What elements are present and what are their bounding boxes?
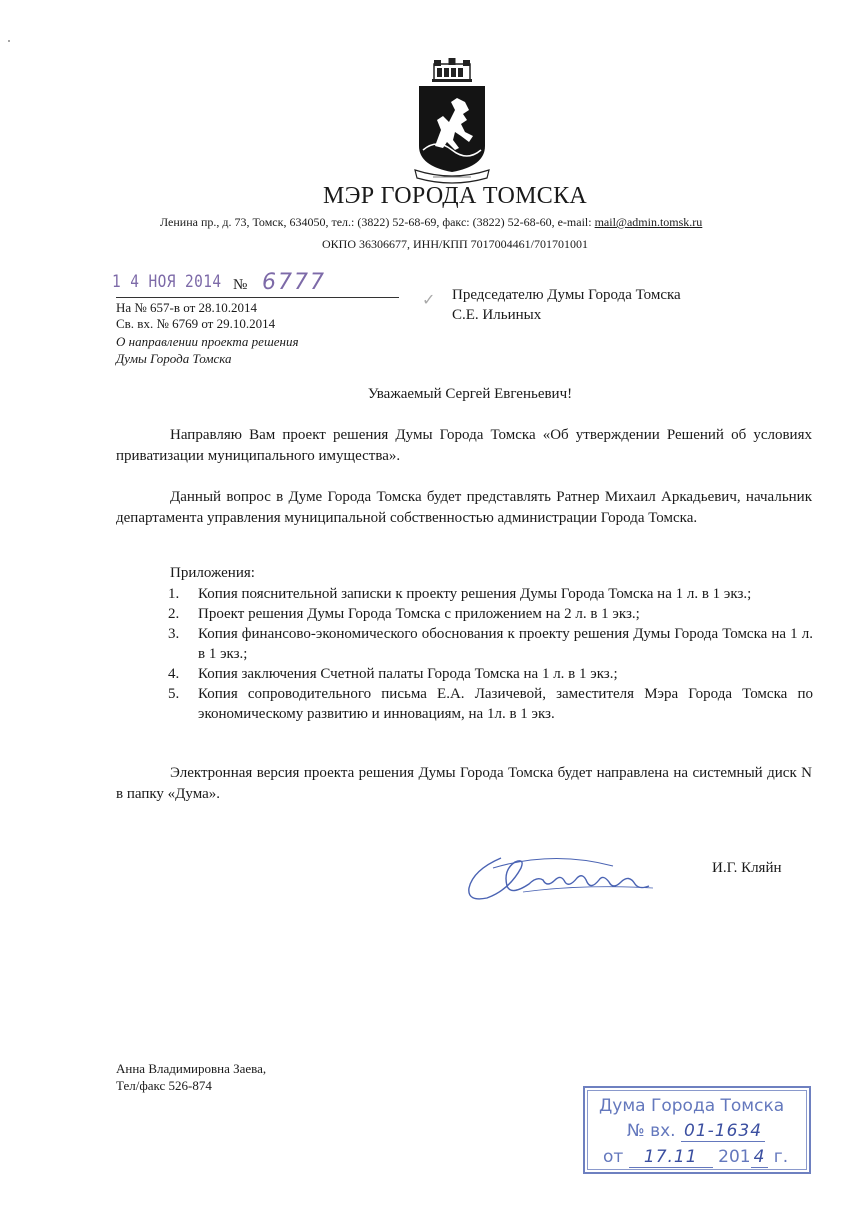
attachment-text: Копия пояснительной записки к проекту решения Думы Города Томска на 1 л. в 1 экз.; — [198, 586, 752, 602]
incoming-registration-stamp — [583, 1086, 811, 1174]
handwritten-signature — [463, 840, 663, 910]
attachment-number: 2. — [168, 606, 180, 622]
stamp-year-digit: 4 — [751, 1147, 769, 1168]
attachments-title: Приложения: — [170, 565, 255, 581]
registration-underline — [116, 297, 399, 298]
attachment-text: Копия заключения Счетной палаты Города Томска на 1 л. в 1 экз.; — [198, 666, 618, 682]
stamp-number-value: 01-1634 — [681, 1121, 765, 1142]
attachment-text: Копия сопроводительного письма Е.А. Лазичевой, заместителя Мэра Города Томска по экономическому развитию и инновациям, на 1л. в 1 экз. — [198, 686, 813, 722]
body-paragraph-2: Данный вопрос в Думе Города Томска будет представлять Ратнер Михаил Аркадьевич, начальник департамента управления муниципальной собственностью администрации Города Томска. — [116, 489, 812, 526]
letterhead-address: Ленина пр., д. 73, Томск, 634050, тел.: (3822) 52-68-69, факс: (3822) 52-68-60, e-mail: — [160, 215, 595, 229]
scan-speck — [8, 40, 10, 42]
stamp-date-label: от — [603, 1147, 629, 1167]
executor-phone: Тел/факс 526-874 — [116, 1078, 212, 1093]
tomsk-coat-of-arms-icon — [413, 58, 491, 184]
list-item — [168, 584, 813, 604]
body-paragraph-3: Электронная версия проекта решения Думы Города Томска будет направлена на системный диск N в папку «Дума». — [116, 765, 812, 802]
attachment-text: Копия финансово-экономического обоснования к проекту решения Думы Города Томска на 1 л. в 1 экз.; — [198, 626, 813, 662]
subject-line-2: Думы Города Томска — [116, 351, 232, 366]
attachments-list — [168, 584, 813, 724]
executor-name: Анна Владимировна Заева, — [116, 1061, 267, 1076]
list-item — [168, 624, 813, 664]
subject-line-1: О направлении проекта решения — [116, 334, 299, 349]
body-paragraph-1: Направляю Вам проект решения Думы Города Томска «Об утверждении Решений об условиях приватизации муниципального имущества». — [116, 427, 812, 464]
checkmark-icon: ✓ — [422, 290, 436, 309]
attachment-number: 5. — [168, 686, 180, 702]
stamp-number-row — [627, 1121, 765, 1142]
outgoing-number: 6777 — [262, 270, 326, 295]
letterhead-okpo: ОКПО 36306677, ИНН/КПП 7017004461/701701001 — [321, 237, 588, 251]
list-item — [168, 664, 813, 684]
letterhead-title: МЭР ГОРОДА ТОМСКА — [322, 183, 588, 209]
stamp-year-suffix: г. — [768, 1147, 789, 1167]
letterhead-contacts — [160, 215, 702, 230]
addressee-position: Председателю Думы Города Томска — [452, 287, 681, 303]
addressee-name: С.Е. Ильиных — [452, 307, 542, 323]
attachment-number: 4. — [168, 666, 180, 682]
outgoing-date-stamp: 1 4 НОЯ 2014 — [112, 272, 222, 292]
reference-registered: Св. вх. № 6769 от 29.10.2014 — [116, 316, 276, 331]
stamp-year-prefix: 201 — [712, 1147, 751, 1167]
stamp-number-label: № вх. — [627, 1121, 681, 1141]
attachment-number: 1. — [168, 586, 180, 602]
list-item — [168, 684, 813, 724]
attachment-number: 3. — [168, 626, 180, 642]
salutation: Уважаемый Сергей Евгеньевич! — [367, 386, 573, 402]
list-item — [168, 604, 813, 624]
signer-name: И.Г. Кляйн — [712, 860, 782, 876]
stamp-date-row — [603, 1147, 788, 1168]
outgoing-number-sign: № — [233, 277, 248, 293]
letterhead-email-link[interactable]: mail@admin.tomsk.ru — [594, 215, 703, 229]
stamp-org-name: Дума Города Томска — [599, 1096, 785, 1116]
stamp-date-value: 17.11 — [629, 1147, 713, 1168]
attachment-text: Проект решения Думы Города Томска с приложением на 2 л. в 1 экз.; — [198, 606, 640, 622]
reference-incoming: На № 657-в от 28.10.2014 — [116, 300, 258, 315]
